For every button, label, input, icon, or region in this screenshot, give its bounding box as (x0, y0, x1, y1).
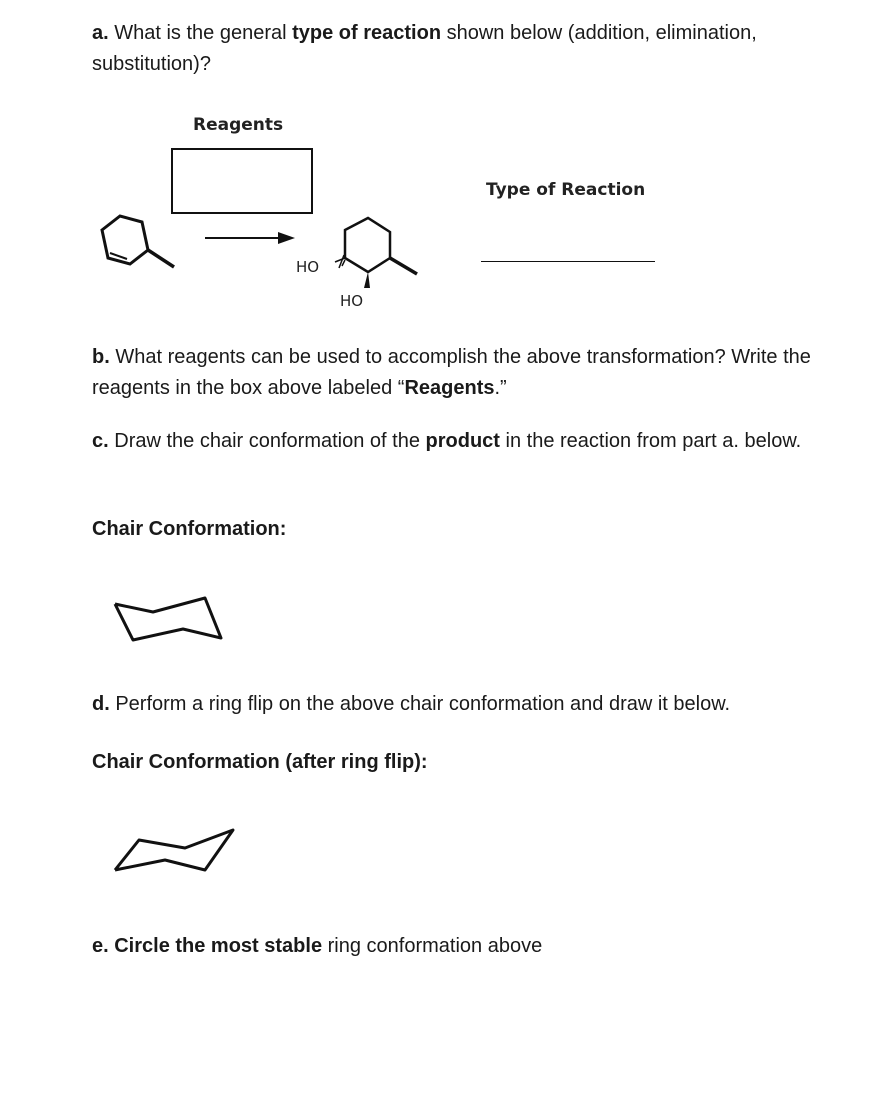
reagents-label: Reagents (193, 115, 284, 135)
question-b-text-1: What reagents can be used to accomplish the above transformation? Write the reagents in the box above labeled “ (92, 346, 811, 399)
question-c-text-2: in the reaction from part a. below. (499, 430, 802, 452)
question-d (92, 689, 872, 720)
question-a-bold: type of reaction (292, 22, 442, 44)
question-c-letter: c. (92, 430, 109, 452)
question-e (92, 931, 872, 962)
question-c-bold: product (425, 430, 500, 452)
question-d-letter: d. (92, 693, 110, 715)
reactant-methylcyclohexene (90, 200, 190, 280)
question-b-text-2: .” (494, 377, 507, 399)
chair-conformation-heading: Chair Conformation: (92, 518, 287, 540)
product-methylcyclohexanol (290, 210, 430, 315)
product-ho-left-label: HO (296, 258, 320, 276)
question-c (92, 426, 862, 457)
reaction-arrow (200, 228, 300, 248)
chair-conformation-template (105, 592, 235, 652)
type-of-reaction-label: Type of Reaction (486, 180, 646, 200)
chair-flip-heading: Chair Conformation (after ring flip): (92, 751, 428, 773)
question-a-letter: a. (92, 22, 109, 44)
question-e-text-1: ring conformation above (322, 935, 543, 957)
flipped-chair-template (105, 820, 245, 880)
question-e-bold: e. Circle the most stable (92, 935, 323, 957)
reagents-box[interactable] (171, 148, 313, 214)
product-ho-bottom-label: HO (340, 292, 364, 310)
question-a (92, 18, 862, 80)
type-of-reaction-answer-line[interactable] (481, 261, 655, 262)
question-d-text-1: Perform a ring flip on the above chair conformation and draw it below. (109, 693, 731, 715)
question-a-text-1: What is the general (108, 22, 293, 44)
question-b-letter: b. (92, 346, 110, 368)
question-b (92, 342, 862, 404)
question-c-text-1: Draw the chair conformation of the (108, 430, 426, 452)
question-a-text-2: shown below (addition, elimination, substitution)? (92, 22, 757, 75)
question-b-bold: Reagents (404, 377, 495, 399)
